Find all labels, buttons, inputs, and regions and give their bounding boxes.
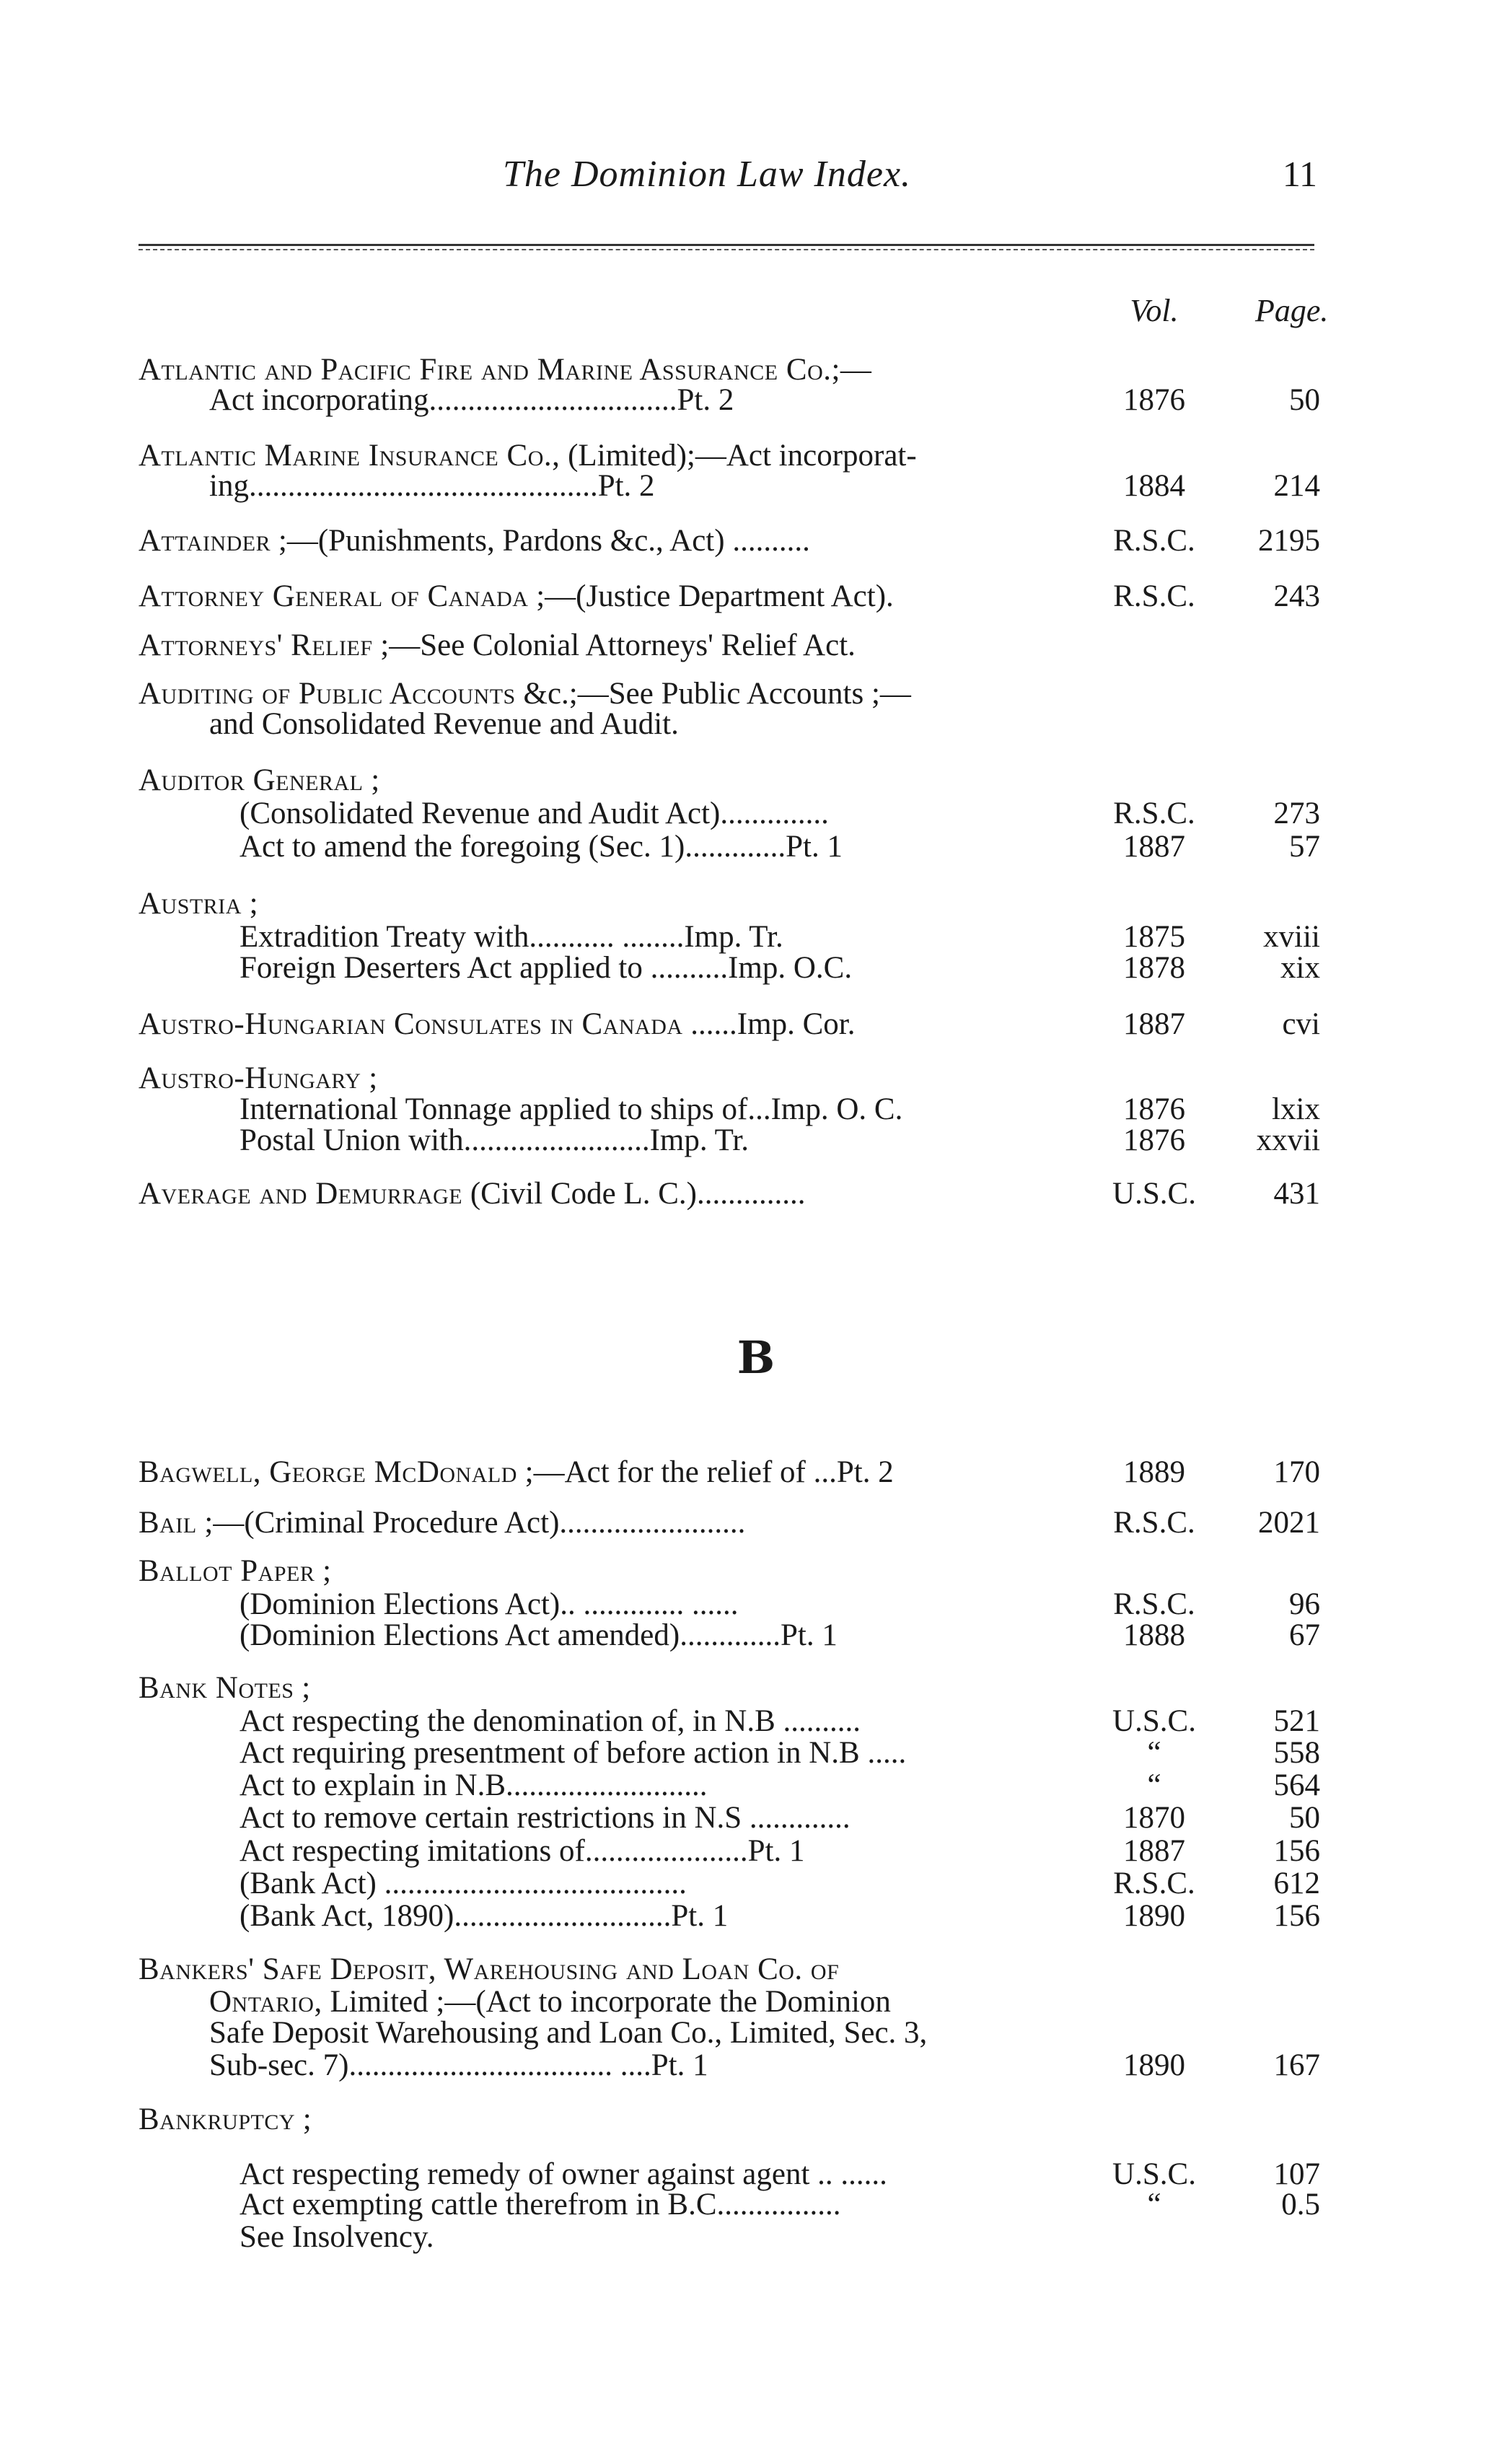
entry-page: 167 bbox=[1273, 2048, 1320, 2082]
entry-text-content bbox=[239, 797, 829, 830]
entry-heading: Auditor General bbox=[139, 763, 364, 797]
entry-text-content bbox=[209, 469, 655, 503]
entry-text-content bbox=[239, 1834, 804, 1868]
entry-volume: 1887 bbox=[1123, 1834, 1185, 1868]
index-line bbox=[0, 1005, 1512, 1044]
entry-detail: (Dominion Elections Act amended).............Pt. 1 bbox=[239, 1618, 838, 1652]
entry-volume: U.S.C. bbox=[1112, 1177, 1196, 1211]
entry-text-content bbox=[239, 951, 852, 985]
entry-text-content bbox=[209, 707, 679, 741]
index-line bbox=[0, 381, 1512, 420]
entry-detail: Act to amend the foregoing (Sec. 1).............Pt. 1 bbox=[239, 830, 843, 864]
entry-volume: 1887 bbox=[1123, 830, 1185, 864]
entry-detail: ; bbox=[294, 1671, 311, 1705]
entry-detail: (Limited);—Act incorporat- bbox=[560, 439, 917, 473]
entry-detail: Act respecting imitations of.....................Pt. 1 bbox=[239, 1834, 805, 1868]
index-line bbox=[0, 1897, 1512, 1936]
entry-volume: U.S.C. bbox=[1112, 2157, 1196, 2191]
entry-text-content bbox=[239, 1899, 728, 1933]
entry-volume: R.S.C. bbox=[1113, 1506, 1195, 1540]
entry-heading: Austria bbox=[139, 887, 242, 921]
entry-volume: 1876 bbox=[1123, 1123, 1185, 1157]
index-line bbox=[0, 949, 1512, 988]
entry-page: 558 bbox=[1273, 1736, 1320, 1770]
entry-detail: Act to remove certain restrictions in N.S ............. bbox=[239, 1801, 850, 1835]
index-line bbox=[0, 1453, 1512, 1492]
entry-text-content bbox=[209, 2016, 927, 2050]
index-line bbox=[0, 2046, 1512, 2085]
entry-detail: ; bbox=[363, 763, 380, 797]
entry-detail: Act requiring presentment of before action in N.B ..... bbox=[239, 1736, 907, 1770]
entry-page: lxix bbox=[1272, 1092, 1320, 1126]
entry-detail: Act to explain in N.B.......................... bbox=[239, 1768, 708, 1802]
entry-detail: &c.;—See Public Accounts ;— bbox=[515, 677, 911, 711]
entry-detail: and Consolidated Revenue and Audit. bbox=[209, 707, 679, 741]
entry-text-content bbox=[239, 1618, 838, 1652]
entry-text bbox=[239, 828, 1060, 867]
entry-volume: R.S.C. bbox=[1113, 524, 1195, 558]
entry-text-content bbox=[239, 1736, 906, 1770]
entry-text bbox=[139, 1005, 1060, 1044]
entry-volume: 1875 bbox=[1123, 920, 1185, 954]
entry-text bbox=[209, 2046, 1060, 2085]
entry-detail: (Dominion Elections Act).. ............. ...... bbox=[239, 1587, 739, 1621]
index-line bbox=[0, 828, 1512, 867]
entry-volume: R.S.C. bbox=[1113, 579, 1195, 613]
entry-volume: R.S.C. bbox=[1113, 1587, 1195, 1621]
entry-text bbox=[239, 1897, 1060, 1936]
entry-volume: “ bbox=[1147, 2188, 1161, 2222]
entry-volume: 1878 bbox=[1123, 951, 1185, 985]
entry-detail: ;—Act for the relief of ...Pt. 2 bbox=[517, 1455, 894, 1489]
entry-text-content bbox=[139, 763, 379, 797]
entry-page: xix bbox=[1280, 951, 1320, 985]
entry-page: 521 bbox=[1273, 1704, 1320, 1738]
entry-heading: Austro-Hungary bbox=[139, 1061, 361, 1095]
entry-page: 96 bbox=[1289, 1587, 1320, 1621]
entry-detail: International Tonnage applied to ships of...Imp. O. C. bbox=[239, 1092, 903, 1126]
entry-page: 2021 bbox=[1258, 1506, 1320, 1540]
entry-volume: 1889 bbox=[1123, 1455, 1185, 1489]
entry-volume: U.S.C. bbox=[1112, 1704, 1196, 1738]
entry-text-content bbox=[209, 2048, 708, 2082]
entry-detail: Act respecting remedy of owner against agent .. ...... bbox=[239, 2157, 887, 2191]
entry-detail: Extradition Treaty with........... ........Imp. Tr. bbox=[239, 920, 783, 954]
entry-text-content bbox=[139, 1554, 331, 1588]
entry-text-content bbox=[209, 383, 734, 417]
entry-volume: 1884 bbox=[1123, 469, 1185, 503]
entry-page: 214 bbox=[1273, 469, 1320, 503]
entry-heading: Bankruptcy bbox=[139, 2102, 296, 2136]
entry-heading: Bagwell, George McDonald bbox=[139, 1455, 517, 1489]
entry-detail: ing.............................................Pt. 2 bbox=[209, 469, 655, 503]
entry-heading: Auditing of Public Accounts bbox=[139, 677, 516, 711]
index-line bbox=[0, 1504, 1512, 1543]
entry-detail: ; bbox=[241, 887, 258, 921]
entry-text-content bbox=[139, 1455, 894, 1489]
entry-volume: 1887 bbox=[1123, 1007, 1185, 1041]
index-line bbox=[0, 705, 1512, 744]
entry-detail: Act respecting the denomination of, in N.B .......... bbox=[239, 1704, 861, 1738]
entry-page: 50 bbox=[1289, 1801, 1320, 1835]
entry-text-content bbox=[139, 1671, 310, 1705]
entry-page: 612 bbox=[1273, 1867, 1320, 1900]
entry-text bbox=[239, 1121, 1060, 1160]
entry-text-content bbox=[139, 1506, 745, 1540]
entry-text-content bbox=[139, 1952, 839, 1986]
entry-page: xxvii bbox=[1256, 1123, 1320, 1157]
entry-detail: ;—See Colonial Attorneys' Relief Act. bbox=[372, 628, 856, 662]
entry-heading: Average and Demurrage bbox=[139, 1177, 463, 1211]
entry-text bbox=[139, 577, 1060, 616]
entry-page: 156 bbox=[1273, 1899, 1320, 1933]
entry-text-content bbox=[239, 1768, 708, 1802]
entry-detail: Sub-sec. 7).................................. ....Pt. 1 bbox=[209, 2048, 708, 2082]
entry-volume: “ bbox=[1147, 1736, 1161, 1770]
entry-detail: ; bbox=[361, 1061, 378, 1095]
entry-detail: Safe Deposit Warehousing and Loan Co., Limited, Sec. 3, bbox=[209, 2016, 928, 2050]
entry-page: 564 bbox=[1273, 1768, 1320, 1802]
entry-text-content bbox=[239, 2220, 434, 2254]
entry-page: xviii bbox=[1263, 920, 1320, 954]
entry-heading: Bank Notes bbox=[139, 1671, 294, 1705]
entry-page: 273 bbox=[1273, 797, 1320, 830]
entry-volume: “ bbox=[1147, 1768, 1161, 1802]
entry-text-content bbox=[239, 1704, 861, 1738]
entry-volume: 1876 bbox=[1123, 383, 1185, 417]
entry-text-content bbox=[239, 830, 843, 864]
entry-heading: Austro-Hungarian Consulates in Canada bbox=[139, 1007, 683, 1041]
entry-page: 2195 bbox=[1258, 524, 1320, 558]
entry-detail: Act exempting cattle therefrom in B.C................ bbox=[239, 2188, 841, 2222]
entry-volume: R.S.C. bbox=[1113, 797, 1195, 830]
entry-heading: Attainder bbox=[139, 524, 271, 558]
entry-page: 156 bbox=[1273, 1834, 1320, 1868]
entry-detail: See Insolvency. bbox=[239, 2220, 434, 2254]
entry-heading: Bail bbox=[139, 1506, 197, 1540]
entry-heading: Atlantic and Pacific Fire and Marine Assurance Co.;— bbox=[139, 353, 872, 387]
entry-detail: (Bank Act, 1890)............................Pt. 1 bbox=[239, 1899, 729, 1933]
entry-detail: ;—(Justice Department Act). bbox=[528, 579, 894, 613]
index-line bbox=[0, 577, 1512, 616]
column-headings bbox=[0, 292, 1512, 335]
entry-text bbox=[139, 626, 1060, 665]
index-line bbox=[0, 1175, 1512, 1214]
index-line bbox=[0, 2100, 1512, 2139]
entry-volume: 1876 bbox=[1123, 1092, 1185, 1126]
entry-text-content bbox=[239, 1801, 850, 1835]
entry-volume: 1870 bbox=[1123, 1801, 1185, 1835]
column-heading-vol: Vol. bbox=[1130, 293, 1179, 328]
entry-text bbox=[139, 1453, 1060, 1492]
section-letter: B bbox=[737, 1331, 775, 1384]
entry-volume: 1888 bbox=[1123, 1618, 1185, 1652]
entry-detail: Limited ;—(Act to incorporate the Dominion bbox=[322, 1985, 891, 2019]
entry-text-content bbox=[239, 1123, 749, 1157]
index-line bbox=[0, 2218, 1512, 2257]
entry-text-content bbox=[139, 524, 810, 558]
entry-text bbox=[209, 381, 1060, 420]
entry-page: 67 bbox=[1289, 1618, 1320, 1652]
entry-volume: 1890 bbox=[1123, 2048, 1185, 2082]
entry-detail: ......Imp. Cor. bbox=[682, 1007, 856, 1041]
header-rule bbox=[139, 244, 1314, 251]
entry-text bbox=[139, 1175, 1060, 1214]
entry-text bbox=[239, 2218, 1060, 2257]
entry-text bbox=[139, 1504, 1060, 1543]
entry-text bbox=[239, 949, 1060, 988]
entry-page: 57 bbox=[1289, 830, 1320, 864]
entry-heading: Bankers' Safe Deposit, Warehousing and Loan Co. of bbox=[139, 1952, 840, 1986]
entry-page: 50 bbox=[1289, 383, 1320, 417]
entry-text-content bbox=[139, 2102, 312, 2136]
index-line bbox=[0, 522, 1512, 561]
entry-detail: Foreign Deserters Act applied to ..........Imp. O.C. bbox=[239, 951, 853, 985]
index-line bbox=[0, 1121, 1512, 1160]
entry-detail: (Civil Code L. C.).............. bbox=[462, 1177, 806, 1211]
entry-heading: Attorneys' Relief bbox=[139, 628, 373, 662]
page-number: 11 bbox=[1282, 154, 1317, 194]
entry-text bbox=[139, 2100, 1060, 2139]
entry-text-content bbox=[139, 1177, 805, 1211]
entry-heading: Attorney General of Canada bbox=[139, 579, 529, 613]
index-line bbox=[0, 1616, 1512, 1655]
entry-text-content bbox=[139, 1007, 855, 1041]
entry-detail: (Consolidated Revenue and Audit Act).............. bbox=[239, 797, 829, 830]
header-rule-line bbox=[139, 244, 1314, 246]
entry-page: 243 bbox=[1273, 579, 1320, 613]
entry-volume: R.S.C. bbox=[1113, 1867, 1195, 1900]
entry-page: 0.5 bbox=[1281, 2188, 1320, 2222]
entry-detail: (Bank Act) ....................................... bbox=[239, 1867, 687, 1900]
entry-detail: ;—(Punishments, Pardons &c., Act) .......... bbox=[271, 524, 810, 558]
entry-page: 107 bbox=[1273, 2157, 1320, 2191]
column-heading-page: Page. bbox=[1255, 293, 1329, 328]
entry-page: cvi bbox=[1282, 1007, 1320, 1041]
running-title: The Dominion Law Index. bbox=[502, 154, 912, 195]
entry-detail: Postal Union with........................Imp. Tr. bbox=[239, 1123, 750, 1157]
entry-volume: 1890 bbox=[1123, 1899, 1185, 1933]
entry-text bbox=[209, 705, 1060, 744]
entry-detail: ; bbox=[315, 1554, 332, 1588]
header-rule-dashed-line bbox=[139, 249, 1314, 250]
entry-heading: Ontario, bbox=[209, 1985, 322, 2019]
entry-text-content bbox=[139, 887, 258, 921]
entry-text bbox=[239, 1616, 1060, 1655]
entry-text-content bbox=[139, 628, 856, 662]
entry-text-content bbox=[139, 579, 894, 613]
entry-text-content bbox=[239, 1867, 687, 1900]
entry-text bbox=[209, 467, 1060, 506]
entry-heading: Atlantic Marine Insurance Co., bbox=[139, 439, 561, 473]
entry-page: 170 bbox=[1273, 1455, 1320, 1489]
index-line bbox=[0, 626, 1512, 665]
entry-detail: ; bbox=[295, 2102, 312, 2136]
entry-page: 431 bbox=[1273, 1177, 1320, 1211]
index-line bbox=[0, 467, 1512, 506]
entry-detail: ;—(Criminal Procedure Act)........................ bbox=[196, 1506, 746, 1540]
entry-text-content bbox=[239, 2188, 841, 2222]
entry-detail: Act incorporating................................Pt. 2 bbox=[209, 383, 734, 417]
entry-text bbox=[139, 522, 1060, 561]
entry-heading: Ballot Paper bbox=[139, 1554, 315, 1588]
